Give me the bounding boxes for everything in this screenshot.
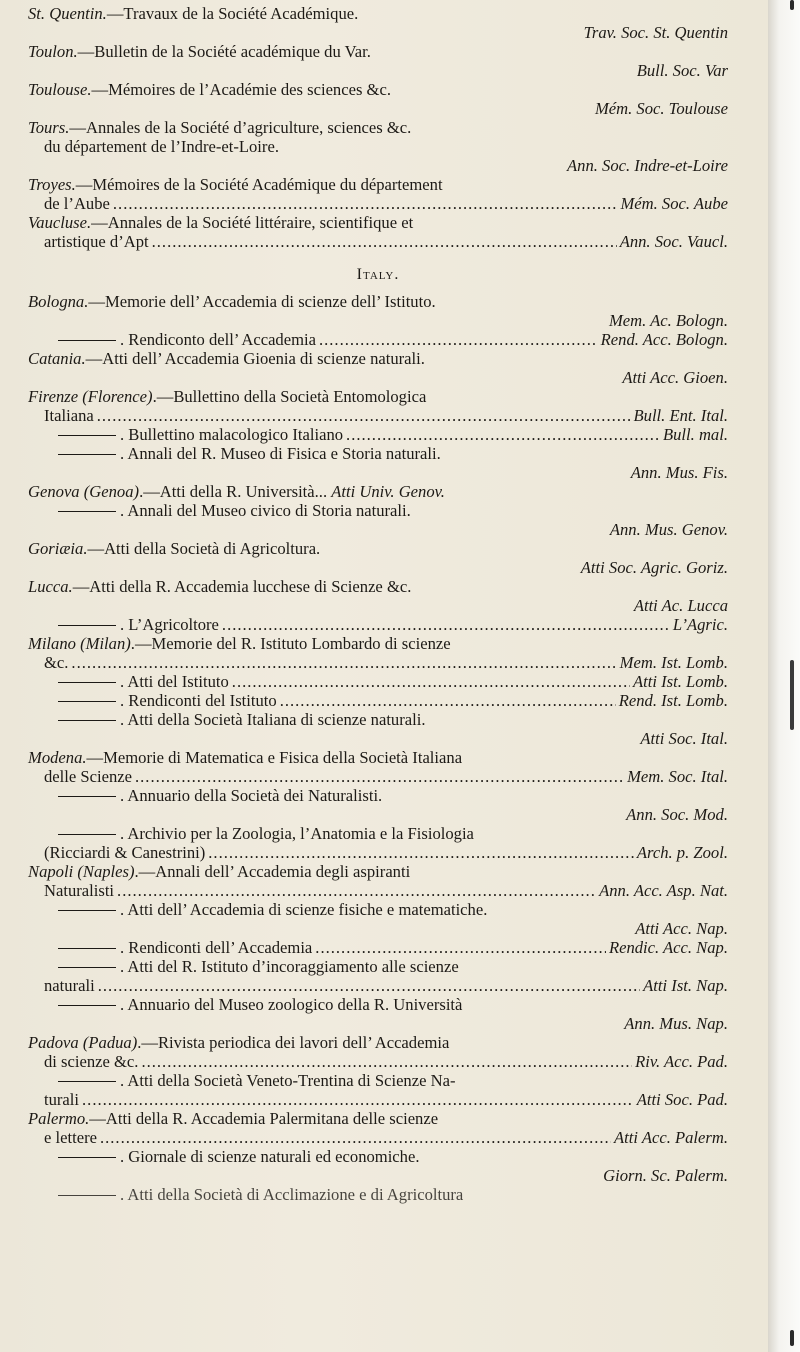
entry-toulouse: Toulouse.—Mémoires de l’Académie des sciences &c. xyxy=(28,80,391,99)
section-heading-italy: Italy. xyxy=(356,266,400,283)
entry-toulon: Toulon.—Bulletin de la Société académique du Var. xyxy=(28,42,371,61)
abbr-napoli-sub4: Ann. Mus. Nap. xyxy=(624,1014,728,1033)
page-edge xyxy=(768,0,800,1352)
entry-tours: Tours.—Annales de la Société d’agriculture, sciences &c. xyxy=(28,118,412,137)
abbr-genova-sub: Ann. Mus. Genov. xyxy=(609,520,728,539)
abbr-gorizia: Atti Soc. Agric. Goriz. xyxy=(580,558,728,577)
entry-bologna: Bologna.—Memorie dell’ Accademia di scienze dell’ Istituto. xyxy=(28,292,436,311)
entry-vaucluse-cont: artistique d’Apt ..... Ann. Soc. Vaucl. xyxy=(44,232,728,251)
abbr-bologna: Mem. Ac. Bologn. xyxy=(608,311,728,330)
entry-padova: Padova (Padua).—Rivista periodica dei lavori dell’ Accademia xyxy=(28,1033,450,1052)
entry-palermo: Palermo.—Atti della R. Accademia Palermitana delle scienze xyxy=(28,1109,439,1128)
entry-napoli-sub1: . Atti dell’ Accademia di scienze fisiche e matematiche. xyxy=(58,900,728,919)
entry-napoli: Napoli (Naples).—Annali dell’ Accademia degli aspiranti xyxy=(28,862,411,881)
abbr-toulouse: Mém. Soc. Toulouse xyxy=(594,99,728,118)
entry-milano: Milano (Milan).—Memorie del R. Istituto Lombardo di scienze xyxy=(28,634,451,653)
entry-modena-sub2-cont: (Ricciardi & Canestrini) ..... Arch. p. Zool. xyxy=(44,843,728,862)
entry-firenze-sub2: . Annali del R. Museo di Fisica e Storia naturali. xyxy=(58,444,728,463)
entry-milano-sub1: . Atti del Istituto ..... Atti Ist. Lomb. xyxy=(58,672,728,691)
abbr-st-quentin: Trav. Soc. St. Quentin xyxy=(583,23,728,42)
edge-mark xyxy=(790,0,794,10)
entry-genova: Genova (Genoa).—Atti della R. Università... Atti Univ. Genov. xyxy=(28,482,445,501)
entry-napoli-sub4: . Annuario del Museo zoologico della R. Università xyxy=(58,995,728,1014)
abbr-catania: Atti Acc. Gioen. xyxy=(622,368,728,387)
entry-modena-sub2: . Archivio per la Zoologia, l’Anatomia e la Fisiologia xyxy=(58,824,728,843)
entry-napoli-cont: Naturalisti ..... Ann. Acc. Asp. Nat. xyxy=(44,881,728,900)
abbr-lucca: Atti Ac. Lucca xyxy=(633,596,728,615)
entry-modena: Modena.—Memorie di Matematica e Fisica della Società Italiana xyxy=(28,748,463,767)
entry-modena-cont: delle Scienze ..... Mem. Soc. Ital. xyxy=(44,767,728,786)
entry-lucca: Lucca.—Atti della R. Accademia lucchese di Scienze &c. xyxy=(28,577,412,596)
entry-troyes-cont: de l’Aube ..... Mém. Soc. Aube xyxy=(44,194,728,213)
entry-st-quentin: St. Quentin.—Travaux de la Société Académique. xyxy=(28,4,359,23)
edge-mark xyxy=(790,660,794,730)
entry-lucca-sub: . L’Agricoltore ..... L’Agric. xyxy=(58,615,728,634)
entry-milano-sub2: . Rendiconti del Istituto ..... Rend. Ist. Lomb. xyxy=(58,691,728,710)
abbr-milano-sub3: Atti Soc. Ital. xyxy=(640,729,728,748)
abbr-toulon: Bull. Soc. Var xyxy=(636,61,728,80)
entry-padova-sub-cont: turali ..... Atti Soc. Pad. xyxy=(44,1090,728,1109)
entry-gorizia: Goriæia.—Atti della Società di Agricoltura. xyxy=(28,539,321,558)
abbr-napoli-sub1: Atti Acc. Nap. xyxy=(635,919,728,938)
abbr-palermo-sub1: Giorn. Sc. Palerm. xyxy=(603,1166,728,1185)
abbr-tours: Ann. Soc. Indre-et-Loire xyxy=(567,156,728,175)
abbr-firenze-sub2: Ann. Mus. Fis. xyxy=(630,463,728,482)
entry-firenze-sub1: . Bullettino malacologico Italiano ..... Bull. mal. xyxy=(58,425,728,444)
bibliography-column xyxy=(28,0,728,1352)
entry-tours-cont: du département de l’Indre-et-Loire. xyxy=(44,137,279,156)
entry-vaucluse: Vaucluse.—Annales de la Société littéraire, scientifique et xyxy=(28,213,414,232)
entry-milano-sub3: . Atti della Società Italiana di scienze naturali. xyxy=(58,710,728,729)
entry-genova-sub: . Annali del Museo civico di Storia naturali. xyxy=(58,501,728,520)
entry-milano-cont: &c. ..... Mem. Ist. Lomb. xyxy=(44,653,728,672)
entry-palermo-sub1: . Giornale di scienze naturali ed economiche. xyxy=(58,1147,728,1166)
entry-napoli-sub2: . Rendiconti dell’ Accademia ..... Rendic. Acc. Nap. xyxy=(58,938,728,957)
entry-palermo-cont: e lettere ..... Atti Acc. Palerm. xyxy=(44,1128,728,1147)
entry-napoli-sub3: . Atti del R. Istituto d’incoraggiamento alle scienze xyxy=(58,957,728,976)
entry-padova-cont: di scienze &c. ..... Riv. Acc. Pad. xyxy=(44,1052,728,1071)
entry-modena-sub1: . Annuario della Società dei Naturalisti. xyxy=(58,786,728,805)
entry-catania: Catania.—Atti dell’ Accademia Gioenia di scienze naturali. xyxy=(28,349,425,368)
entry-napoli-sub3-cont: naturali ..... Atti Ist. Nap. xyxy=(44,976,728,995)
entry-troyes: Troyes.—Mémoires de la Société Académique du département xyxy=(28,175,443,194)
entry-firenze: Firenze (Florence).—Bullettino della Società Entomologica xyxy=(28,387,427,406)
entry-firenze-cont: Italiana ..... Bull. Ent. Ital. xyxy=(44,406,728,425)
entry-bologna-sub: . Rendiconto dell’ Accademia ..... Rend. Acc. Bologn. xyxy=(58,330,728,349)
edge-mark xyxy=(790,1330,794,1346)
entry-palermo-sub2: . Atti della Società di Acclimazione e di Agricoltura xyxy=(58,1185,728,1204)
entry-padova-sub: . Atti della Società Veneto-Trentina di Scienze Na- xyxy=(58,1071,728,1090)
abbr-modena-sub1: Ann. Soc. Mod. xyxy=(626,805,728,824)
